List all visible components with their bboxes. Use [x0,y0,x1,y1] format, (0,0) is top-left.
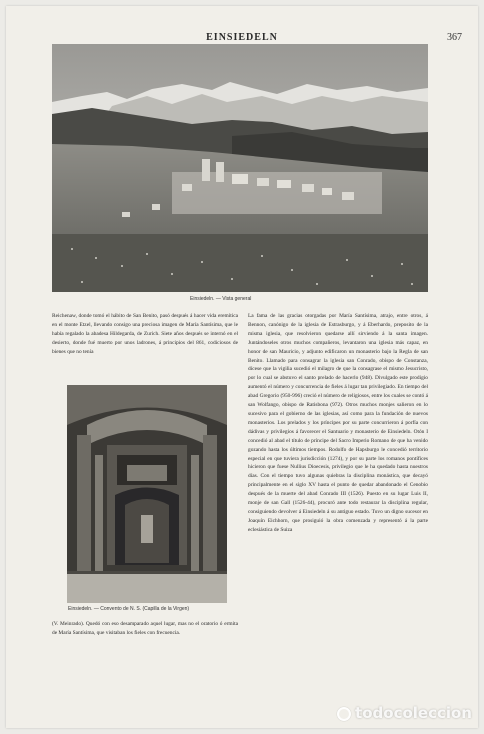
left-column-bottom-text: (V. Meinrado). Quedó con eso desamparado aquel lugar, mas no el oratorio ó ermita de María Santísima, que visitaban los fieles con frecuencia. [52,621,238,636]
landscape-photo [52,44,428,292]
chapel-illustration [67,385,227,603]
watermark-text: todocoleccion [355,704,472,722]
landscape-caption: Einsiedeln. — Vista general [190,296,252,302]
landscape-illustration [52,44,428,292]
right-column [248,312,428,535]
left-column-top-text: Reichenaw, donde tomó el hábito de San Benito, pasó después á hacer vida eremítica en el monte Etzel, llevando consigo una preciosa imagen de María Santísima, que le había regalado la abadesa Hildegarda, de Zurich. Siete años después se internó en el desierto, donde fué muerto por unos ladrones, á principios del 861, codiciosos de bienes que no tenía [52,313,238,355]
left-column-top [52,312,238,357]
running-title: EINSIEDELN [206,32,278,43]
chapel-caption: Einsiedeln. — Convento de N. S. (Capilla de la Virgen) [68,606,190,612]
chapel-photo [67,385,227,603]
watermark [337,704,472,722]
watermark-logo-icon [337,707,351,721]
page-number: 367 [447,32,462,43]
right-column-text: La fama de las gracias otorgadas por María Santísima, atrajo, entre otros, á Bennon, canónigo de la iglesia de Estrasburgo, y á Eberhardo, preposito de la misma iglesia, que resolvieron quedarse allí sirviendo á la santa imagen. Juntándoseles otros muchos compañeros, levantaron una iglesia más capaz, en honor de san Mauricio, y adjunto edificaron un monasterio bajo la Regla de san Benito. Llamado para consagrar la iglesia san Conrado, obispo de Constanza, dícese que la vigilia sucedió el milagro de que la consagrase el mismo Jesucristo, por lo cual se abstuvo el santo prelado de hacerlo (948). Divulgado este prodigio aumentó el número y concurrencia de fieles á lugar tan privilegiado. En tiempo del abad Gregorio (950-996) creció el número de religiosos, entre los cuales se contó á san Wolfango, obispo de Ratisbona (972). Otros muchos monjes salieron en lo sucesivo para el gobierno de las iglesias, así como para la fundación de nuevos monasterios. Los prelados y los príncipes por su parte concurrieron á porfía con dádivas y privilegios á favorecer el Santuario y monasterio de Einsiedeln. Otón I concedió al abad el título de príncipe del Sacro Imperio Romano de que ha venido gozando hasta los últimos tiempos. Rodolfo de Hapsburgo le concedió territorio especial en que tuviera jurisdicción (1274), y por su parte los romanos pontífices hicieron que fuese Nullius Dioecesis, privilegio que le ha quedado hasta nuestros días. Con el tiempo tuvo algunas quiebras la disciplina monástica, que decayó principalmente en el siglo XV hasta el punto de quedar abandonado el Cenobio después de la muerte del abad Conrado III (1526). Puesto en su lugar Luis II, monje de san Gall (1526-44), procuró ante todo restaurar la disciplina regular, consiguiendo devolver á Einsiedeln á su antiguo estado. Tuvo un digno sucesor en Joaquín Eichhorn, que prosiguió la obra comenzada y representó á la parte eclesiástica de Suiza [248,313,428,533]
left-column-bottom [52,620,238,638]
